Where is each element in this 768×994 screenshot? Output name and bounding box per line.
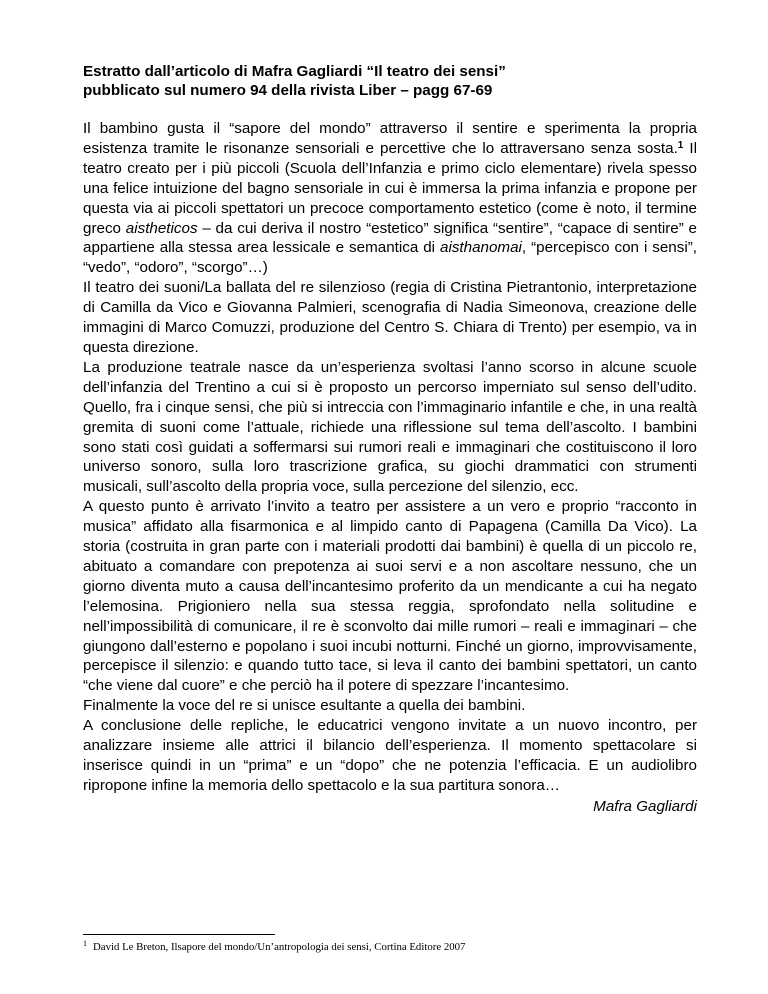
paragraph-2: Il teatro dei suoni/La ballata del re silenzioso (regia di Cristina Pietrantonio, interpretazione di Camilla da Vico e Giovanna Palmieri, scenografia di Nadia Simeonova, creazione delle immagini di Marco Comuzzi, produzione del Centro S. Chiara di Trento) per esempio, va in questa direzione. <box>83 279 697 356</box>
footnote-number: 1 <box>83 939 87 948</box>
paragraph-4: A questo punto è arrivato l’invito a teatro per assistere a un vero e proprio “racconto in musica” affidato alla fisarmonica e al limpido canto di Papagena (Camilla Da Vico). La storia (costruita in gran parte con i materiali prodotti dai bambini) è quella di un piccolo re, abituato a comandare con prepotenza ai suoi servi e a non ascoltare nessuno, che un giorno diventa muto a causa dell’incantesimo proferito da un mendicante a cui ha negato l’elemosina. Prigioniero nella sua stessa reggia, sprofondato nella solitudine e nell’impossibilità di comunicare, il re è sconvolto dai mille rumori – reali e immaginari – che giungono dall’esterno e popolano i suoi incubi notturni. Finché un giorno, improvvisamente, percepisce il silenzio: e quando tutto tace, si leva il canto dei bambini spettatori, un canto “che viene dal cuore” e che perciò ha il potere di spezzare l’incantesimo. <box>83 498 697 695</box>
footnote <box>83 941 697 954</box>
paragraph-1-middle: – da cui deriva il nostro “estetico” significa “sentire”, “capace di sentire” e appartiene alla stessa area lessicale e semantica di <box>83 219 697 257</box>
title-line-2: pubblicato sul numero 94 della rivista Liber – pagg 67-69 <box>83 82 493 99</box>
paragraph-5: Finalmente la voce del re si unisce esultante a quella dei bambini. <box>83 697 526 715</box>
title-line-1: Estratto dall’articolo di Mafra Gagliardi “Il teatro dei sensi” <box>83 63 506 80</box>
paragraph-1-intro: Il bambino gusta il “sapore del mondo” attraverso il sentire e sperimenta la propria esistenza tramite le risonanze sensoriali e percettive che lo attraversano senza sosta. <box>83 120 697 157</box>
paragraph-1-end: , “percepisco con i sensi”, “vedo”, “odoro”, “scorgo”…) <box>83 239 697 277</box>
author-signature: Mafra Gagliardi <box>593 797 697 815</box>
article-body <box>83 119 697 817</box>
document-page <box>83 62 697 817</box>
paragraph-3: La produzione teatrale nasce da un’esperienza svoltasi l’anno scorso in alcune scuole dell’infanzia del Trentino a cui si è proposto un percorso imperniato sul senso dell’udito. Quello, fra i cinque sensi, che più si intreccia con l’immaginario infantile e che, in una realtà gremita di suoni come l’attuale, richiede una riflessione sul tema dell’ascolto. I bambini sono stati così guidati a soffermarsi sui rumori reali e immaginari che costituiscono il loro universo sonoro, sulla loro trascrizione grafica, su giochi drammatici con strumenti musicali, sull’ascolto della propria voce, sulla percezione del silenzio, ecc. <box>83 358 697 496</box>
term-aistheticos: aistheticos <box>125 219 198 237</box>
document-title <box>83 62 697 100</box>
footnote-text: David Le Breton, Ilsapore del mondo/Un’antropologia dei sensi, Cortina Editore 2007 <box>93 941 466 953</box>
paragraph-6: A conclusione delle repliche, le educatrici vengono invitate a un nuovo incontro, per analizzare insieme alle attrici il bilancio dell’esperienza. Il momento spettacolare si inserisce quindi in un “prima” e un “dopo” che ne potenzia l’efficacia. E un audiolibro ripropone infine la memoria dello spettacolo e la sua partitura sonora… <box>83 717 697 794</box>
paragraph-1-text: Il teatro creato per i più piccoli (Scuola dell’Infanzia e primo ciclo elementare) rivela spesso una felice intuizione del bagno sensoriale in cui è immersa la prima infanzia e propone per questa via ai piccoli spettatori un precoce comportamento estetico (come è noto, il termine greco <box>83 139 697 237</box>
paragraph-1 <box>83 119 697 278</box>
term-aisthanomai: aisthanomai <box>440 239 522 257</box>
footnote-divider <box>83 934 275 935</box>
footnote-reference: 1 <box>677 139 684 151</box>
